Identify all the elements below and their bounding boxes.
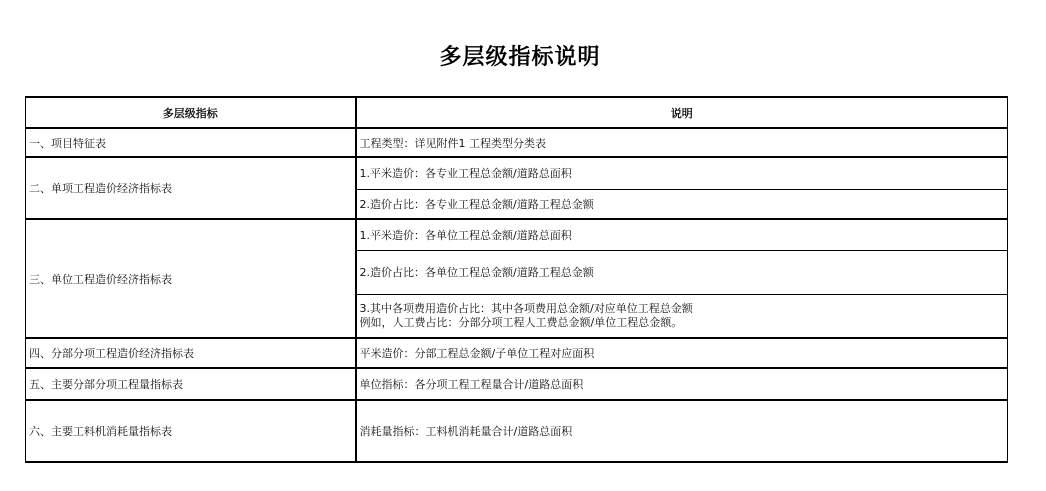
description-cell: 2.造价占比：各单位工程总金额/道路工程总金额 <box>356 250 1008 294</box>
description-cell: 平米造价：分部工程总金额/子单位工程对应面积 <box>356 338 1008 368</box>
table-header-row <box>26 97 1008 128</box>
header-description: 说明 <box>356 97 1008 128</box>
indicator-label: 一、项目特征表 <box>26 128 356 157</box>
description-line: 3.其中各项费用造价占比：其中各项费用总金额/对应单位工程总金额 <box>359 301 693 315</box>
indicator-label: 六、主要工料机消耗量指标表 <box>26 400 356 462</box>
description-cell: 单位指标：各分项工程工程量合计/道路总面积 <box>356 368 1008 400</box>
indicator-label: 五、主要分部分项工程量指标表 <box>26 368 356 400</box>
description-cell-multiline <box>356 294 1008 338</box>
description-cell: 工程类型：详见附件1 工程类型分类表 <box>356 128 1008 157</box>
table-row <box>26 400 1008 462</box>
indicator-label: 三、单位工程造价经济指标表 <box>26 219 356 338</box>
index-table <box>25 96 1008 463</box>
page-title: 多层级指标说明 <box>439 45 601 70</box>
description-cell: 1.平米造价：各单位工程总金额/道路总面积 <box>356 219 1008 250</box>
description-cell: 2.造价占比：各专业工程总金额/道路工程总金额 <box>356 189 1008 219</box>
description-cell: 消耗量指标：工料机消耗量合计/道路总面积 <box>356 400 1008 462</box>
indicator-label: 二、单项工程造价经济指标表 <box>26 157 356 219</box>
header-indicator: 多层级指标 <box>26 97 356 128</box>
table-row <box>26 338 1008 368</box>
table-row <box>26 157 1008 189</box>
table-row <box>26 368 1008 400</box>
description-line: 例如，人工费占比：分部分项工程人工费总金额/单位工程总金额。 <box>359 315 683 329</box>
description-cell: 1.平米造价：各专业工程总金额/道路总面积 <box>356 157 1008 189</box>
indicator-label: 四、分部分项工程造价经济指标表 <box>26 338 356 368</box>
table-row <box>26 128 1008 157</box>
table-row <box>26 219 1008 250</box>
